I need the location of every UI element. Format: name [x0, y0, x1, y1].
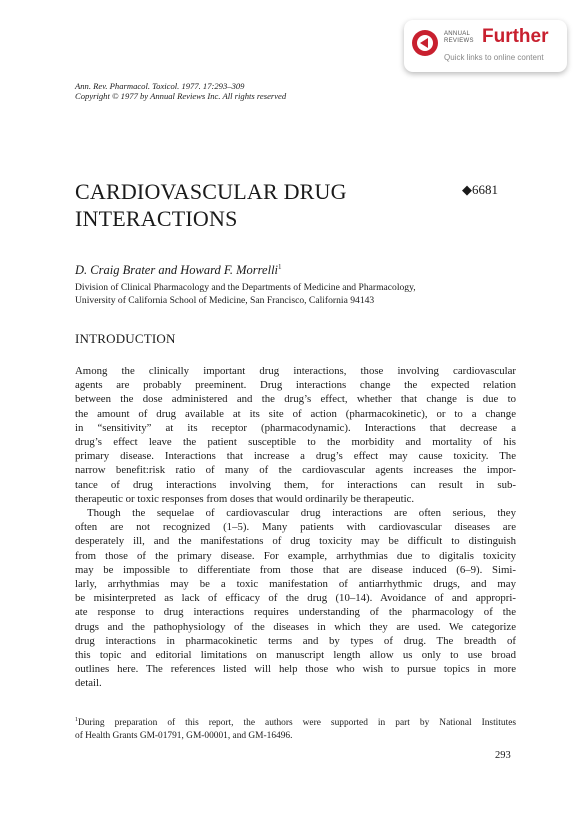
text-line: in “sensitivity” at its receptor (pharmacodynamic). Interactions that decrease a [75, 421, 516, 434]
affiliation-line: University of California School of Medicine, San Francisco, California 94143 [75, 295, 375, 306]
author-footnote-mark: 1 [278, 263, 282, 271]
text-line: from those of the primary disease. For example, arrhythmias due to digitalis toxicity [75, 549, 516, 562]
title-line: CARDIOVASCULAR DRUG [75, 179, 347, 204]
footnote-line: of Health Grants GM-01791, GM-00001, and GM-16496. [75, 731, 293, 742]
banner-subtitle: Quick links to online content [444, 53, 544, 62]
text-line: drugs and the pathophysiology of the diseases in which they are used. We categorize [75, 620, 516, 633]
banner-title: Further [482, 26, 549, 47]
further-banner[interactable] [404, 20, 567, 72]
footnote-mark: 1 [75, 717, 78, 723]
text-line: ate response to drug interactions requires understanding of the pharmacology of the [75, 606, 516, 619]
affiliation [75, 281, 515, 307]
text-line: agents are probably preeminent. Drug interactions change the expected relation [75, 379, 516, 392]
text-line: Among the clinically important drug interactions, those involving cardiovascular [75, 365, 516, 377]
text-line: drug’s effect leave the patient susceptible to the morbidity and mortality of his [75, 436, 516, 449]
authors: D. Craig Brater and Howard F. Morrelli [75, 263, 279, 278]
title-line: INTERACTIONS [75, 206, 238, 231]
footnote [75, 714, 516, 743]
journal-citation [75, 81, 286, 101]
copyright-line: Copyright © 1977 by Annual Reviews Inc. All rights reserved [75, 91, 287, 101]
brand-line2: REVIEWS [444, 38, 474, 44]
author-line [75, 263, 282, 278]
text-line: outlines here. The references listed will help those who wish to pursue topics in more [75, 663, 516, 676]
text-line: primary disease. Interactions that increase a drug’s effect may cause toxicity. The [75, 450, 516, 463]
text-line: larly, arrhythmias may be a toxic manifestation of antiarrhythmic drugs, and may [75, 578, 516, 591]
article-number: ◆6681 [462, 182, 498, 197]
text-line: Though the sequelae of cardiovascular drug interactions are often serious, they [87, 507, 516, 520]
affiliation-line: Division of Clinical Pharmacology and the Departments of Medicine and Pharmacology, [75, 282, 416, 293]
text-line: tance of drug interactions involving them, for interactions can result in sub- [75, 478, 516, 491]
text-line: desperately ill, and the manifestations of drug toxicity may be difficult to distinguish [75, 535, 516, 548]
text-line: this topic and editorial limitations on manuscript length allow us only to use broad [75, 649, 516, 662]
page-number: 293 [495, 750, 511, 761]
text-line: be misinterpreted as lack of efficacy of the drug (10–14). Avoidance of and appropri- [75, 592, 516, 605]
text-line: narrow benefit:risk ratio of many of the cardiovascular agents increases the impor- [75, 464, 516, 477]
citation-line: Ann. Rev. Pharmacol. Toxicol. 1977. 17:293–309 [75, 81, 245, 91]
footnote-text: During preparation of this report, the authors were supported in part by National Institutes [78, 718, 516, 729]
paragraph-2 [75, 506, 516, 691]
text-line: may be impossible to differentiate from those that are disease induced (6–9). Simi- [75, 563, 516, 576]
body-text [75, 364, 516, 691]
text-line: between the dose administered and the drug’s effect, whether that change is due to [75, 393, 516, 406]
text-line: therapeutic or toxic responses from doses that would ordinarily be therapeutic. [75, 492, 415, 505]
brand-line1: ANNUAL [444, 31, 471, 37]
text-line: the amount of drug available at its site of action (pharmacokinetic), or to a change [75, 407, 516, 420]
text-line: detail. [75, 677, 102, 690]
text-line: often are not recognized (1–5). Many patients with cardiovascular diseases are [75, 521, 516, 534]
article-title [75, 178, 347, 232]
text-line: drug interactions in pharmacokinetic terms and by types of drug. The breadth of [75, 634, 516, 647]
annual-reviews-logo-icon [412, 30, 438, 56]
paragraph-1 [75, 364, 516, 506]
footnote-line [75, 714, 516, 730]
section-heading: INTRODUCTION [75, 331, 176, 346]
banner-brand [444, 31, 474, 45]
